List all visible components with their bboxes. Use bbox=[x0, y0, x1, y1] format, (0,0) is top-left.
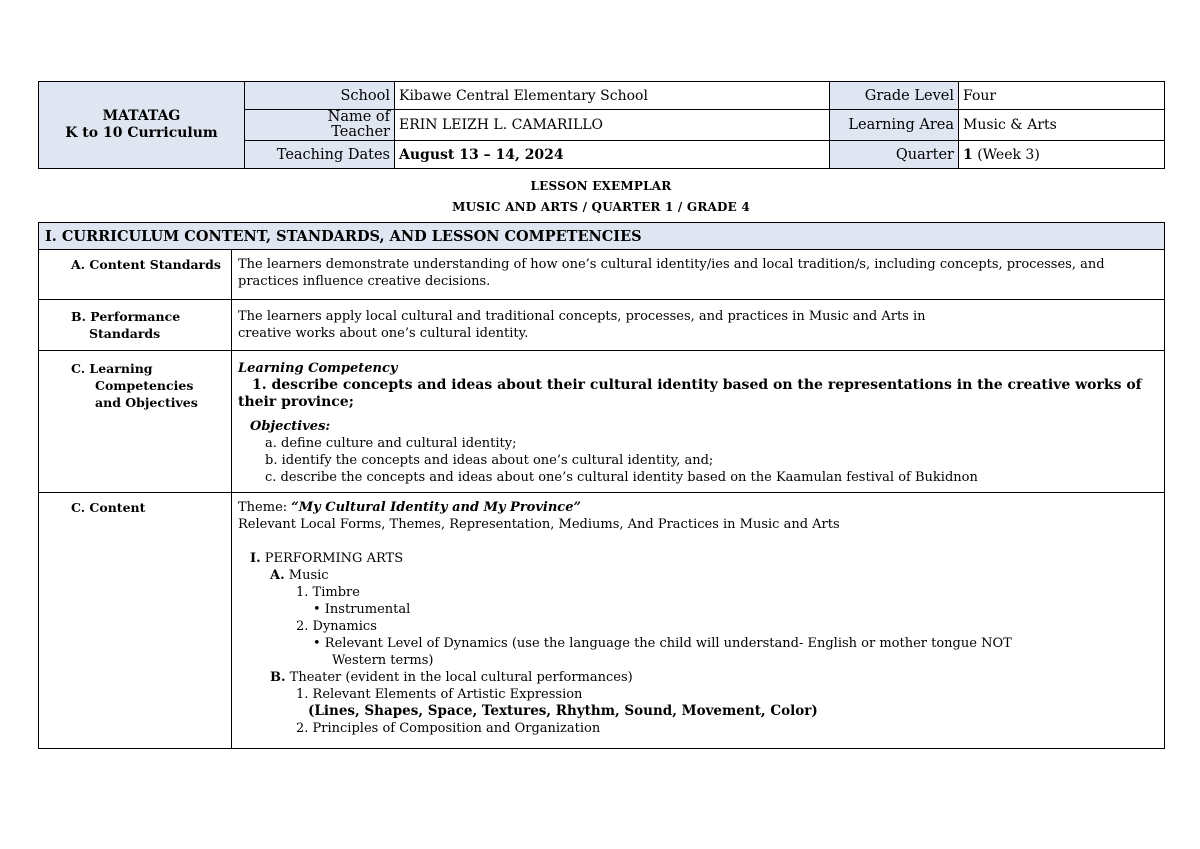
curriculum-brand bbox=[39, 82, 245, 169]
timbre-item: 1. Timbre bbox=[296, 585, 360, 600]
objectives-list bbox=[238, 435, 1160, 486]
content-standards-label: A. Content Standards bbox=[39, 250, 232, 300]
lesson-exemplar-page bbox=[38, 81, 1164, 749]
performing-arts-heading bbox=[238, 550, 1160, 567]
lesson-exemplar-title: LESSON EXEMPLAR bbox=[530, 179, 672, 193]
school-value: Kibawe Central Elementary School bbox=[395, 82, 830, 110]
dynamics-item: 2. Dynamics bbox=[296, 619, 377, 634]
objective-b: b. identify the concepts and ideas about one’s cultural identity, and; bbox=[265, 453, 714, 468]
grade-value: Four bbox=[959, 82, 1165, 110]
learning-competency-text: 1. describe concepts and ideas about their cultural identity based on the representations in the creative works of their province; bbox=[238, 377, 1142, 410]
teacher-label-line1: Name of bbox=[327, 109, 390, 125]
teaching-dates-label: Teaching Dates bbox=[245, 141, 395, 169]
competencies-label bbox=[39, 351, 232, 493]
competencies-label-line1: C. Learning bbox=[71, 361, 153, 376]
quarter-label: Quarter bbox=[830, 141, 959, 169]
performance-line2: creative works about one’s cultural identity. bbox=[238, 326, 529, 341]
elements-list: (Lines, Shapes, Space, Textures, Rhythm, Sound, Movement, Color) bbox=[308, 703, 818, 719]
section-heading: I. CURRICULUM CONTENT, STANDARDS, AND LESSON COMPETENCIES bbox=[39, 223, 1165, 250]
performance-label-line1: B. Performance bbox=[71, 309, 181, 324]
learning-competency-heading: Learning Competency bbox=[238, 361, 398, 376]
performance-label-line2: Standards bbox=[89, 326, 161, 341]
school-label: School bbox=[245, 82, 395, 110]
dynamics-bullet-line1: • Relevant Level of Dynamics (use the language the child will understand- English or mother tongue NOT bbox=[313, 636, 1012, 651]
performance-line1: The learners apply local cultural and traditional concepts, processes, and practices in Music and Arts in bbox=[238, 309, 926, 324]
theme-line bbox=[238, 499, 1160, 516]
music-heading bbox=[238, 567, 1160, 584]
content-standards-text: The learners demonstrate understanding of how one’s cultural identity/ies and local tradition/s, including concepts, processes, and practices influence creative decisions. bbox=[232, 250, 1165, 300]
competencies-label-line3: and Objectives bbox=[95, 395, 198, 410]
teacher-label bbox=[245, 110, 395, 141]
brand-line2: K to 10 Curriculum bbox=[65, 125, 218, 141]
quarter-value bbox=[959, 141, 1165, 169]
objectives-heading: Objectives: bbox=[250, 419, 331, 434]
quarter-number: 1 bbox=[963, 146, 973, 163]
theater-heading bbox=[238, 669, 1160, 686]
theme-value: “My Cultural Identity and My Province” bbox=[291, 500, 581, 515]
principles-item: 2. Principles of Composition and Organization bbox=[296, 721, 601, 736]
competencies-label-line2: Competencies bbox=[95, 378, 194, 393]
performing-arts-label: PERFORMING ARTS bbox=[260, 551, 404, 566]
brand-line1: MATATAG bbox=[102, 108, 181, 124]
quarter-week: (Week 3) bbox=[972, 146, 1040, 163]
performing-arts-number: I. bbox=[250, 551, 261, 566]
grade-label: Grade Level bbox=[830, 82, 959, 110]
header-table bbox=[38, 81, 1165, 169]
music-letter: A. bbox=[270, 568, 285, 583]
dynamics-bullet-line2: Western terms) bbox=[332, 653, 434, 668]
performance-standards-text bbox=[232, 300, 1165, 351]
content-body bbox=[232, 493, 1165, 749]
theater-letter: B. bbox=[270, 670, 286, 685]
theme-label: Theme: bbox=[238, 500, 292, 515]
theater-label: Theater (evident in the local cultural performances) bbox=[285, 670, 633, 685]
content-label: C. Content bbox=[39, 493, 232, 749]
teaching-dates-value: August 13 – 14, 2024 bbox=[395, 141, 830, 169]
instrumental-item: • Instrumental bbox=[313, 602, 411, 617]
objective-c: c. describe the concepts and ideas about one’s cultural identity based on the Kaamulan festival of Bukidnon bbox=[265, 470, 978, 485]
learning-area-label: Learning Area bbox=[830, 110, 959, 141]
teacher-label-line2: Teacher bbox=[331, 124, 390, 140]
relevant-forms: Relevant Local Forms, Themes, Representation, Mediums, And Practices in Music and Arts bbox=[238, 517, 840, 532]
elements-item: 1. Relevant Elements of Artistic Expression bbox=[296, 687, 583, 702]
objective-a: a. define culture and cultural identity; bbox=[265, 436, 517, 451]
competencies-content bbox=[232, 351, 1165, 493]
teacher-value: ERIN LEIZH L. CAMARILLO bbox=[395, 110, 830, 141]
performance-standards-label bbox=[39, 300, 232, 351]
music-label: Music bbox=[284, 568, 329, 583]
subject-quarter-grade-title: MUSIC AND ARTS / QUARTER 1 / GRADE 4 bbox=[452, 200, 750, 214]
curriculum-table bbox=[38, 222, 1165, 749]
learning-area-value: Music & Arts bbox=[959, 110, 1165, 141]
